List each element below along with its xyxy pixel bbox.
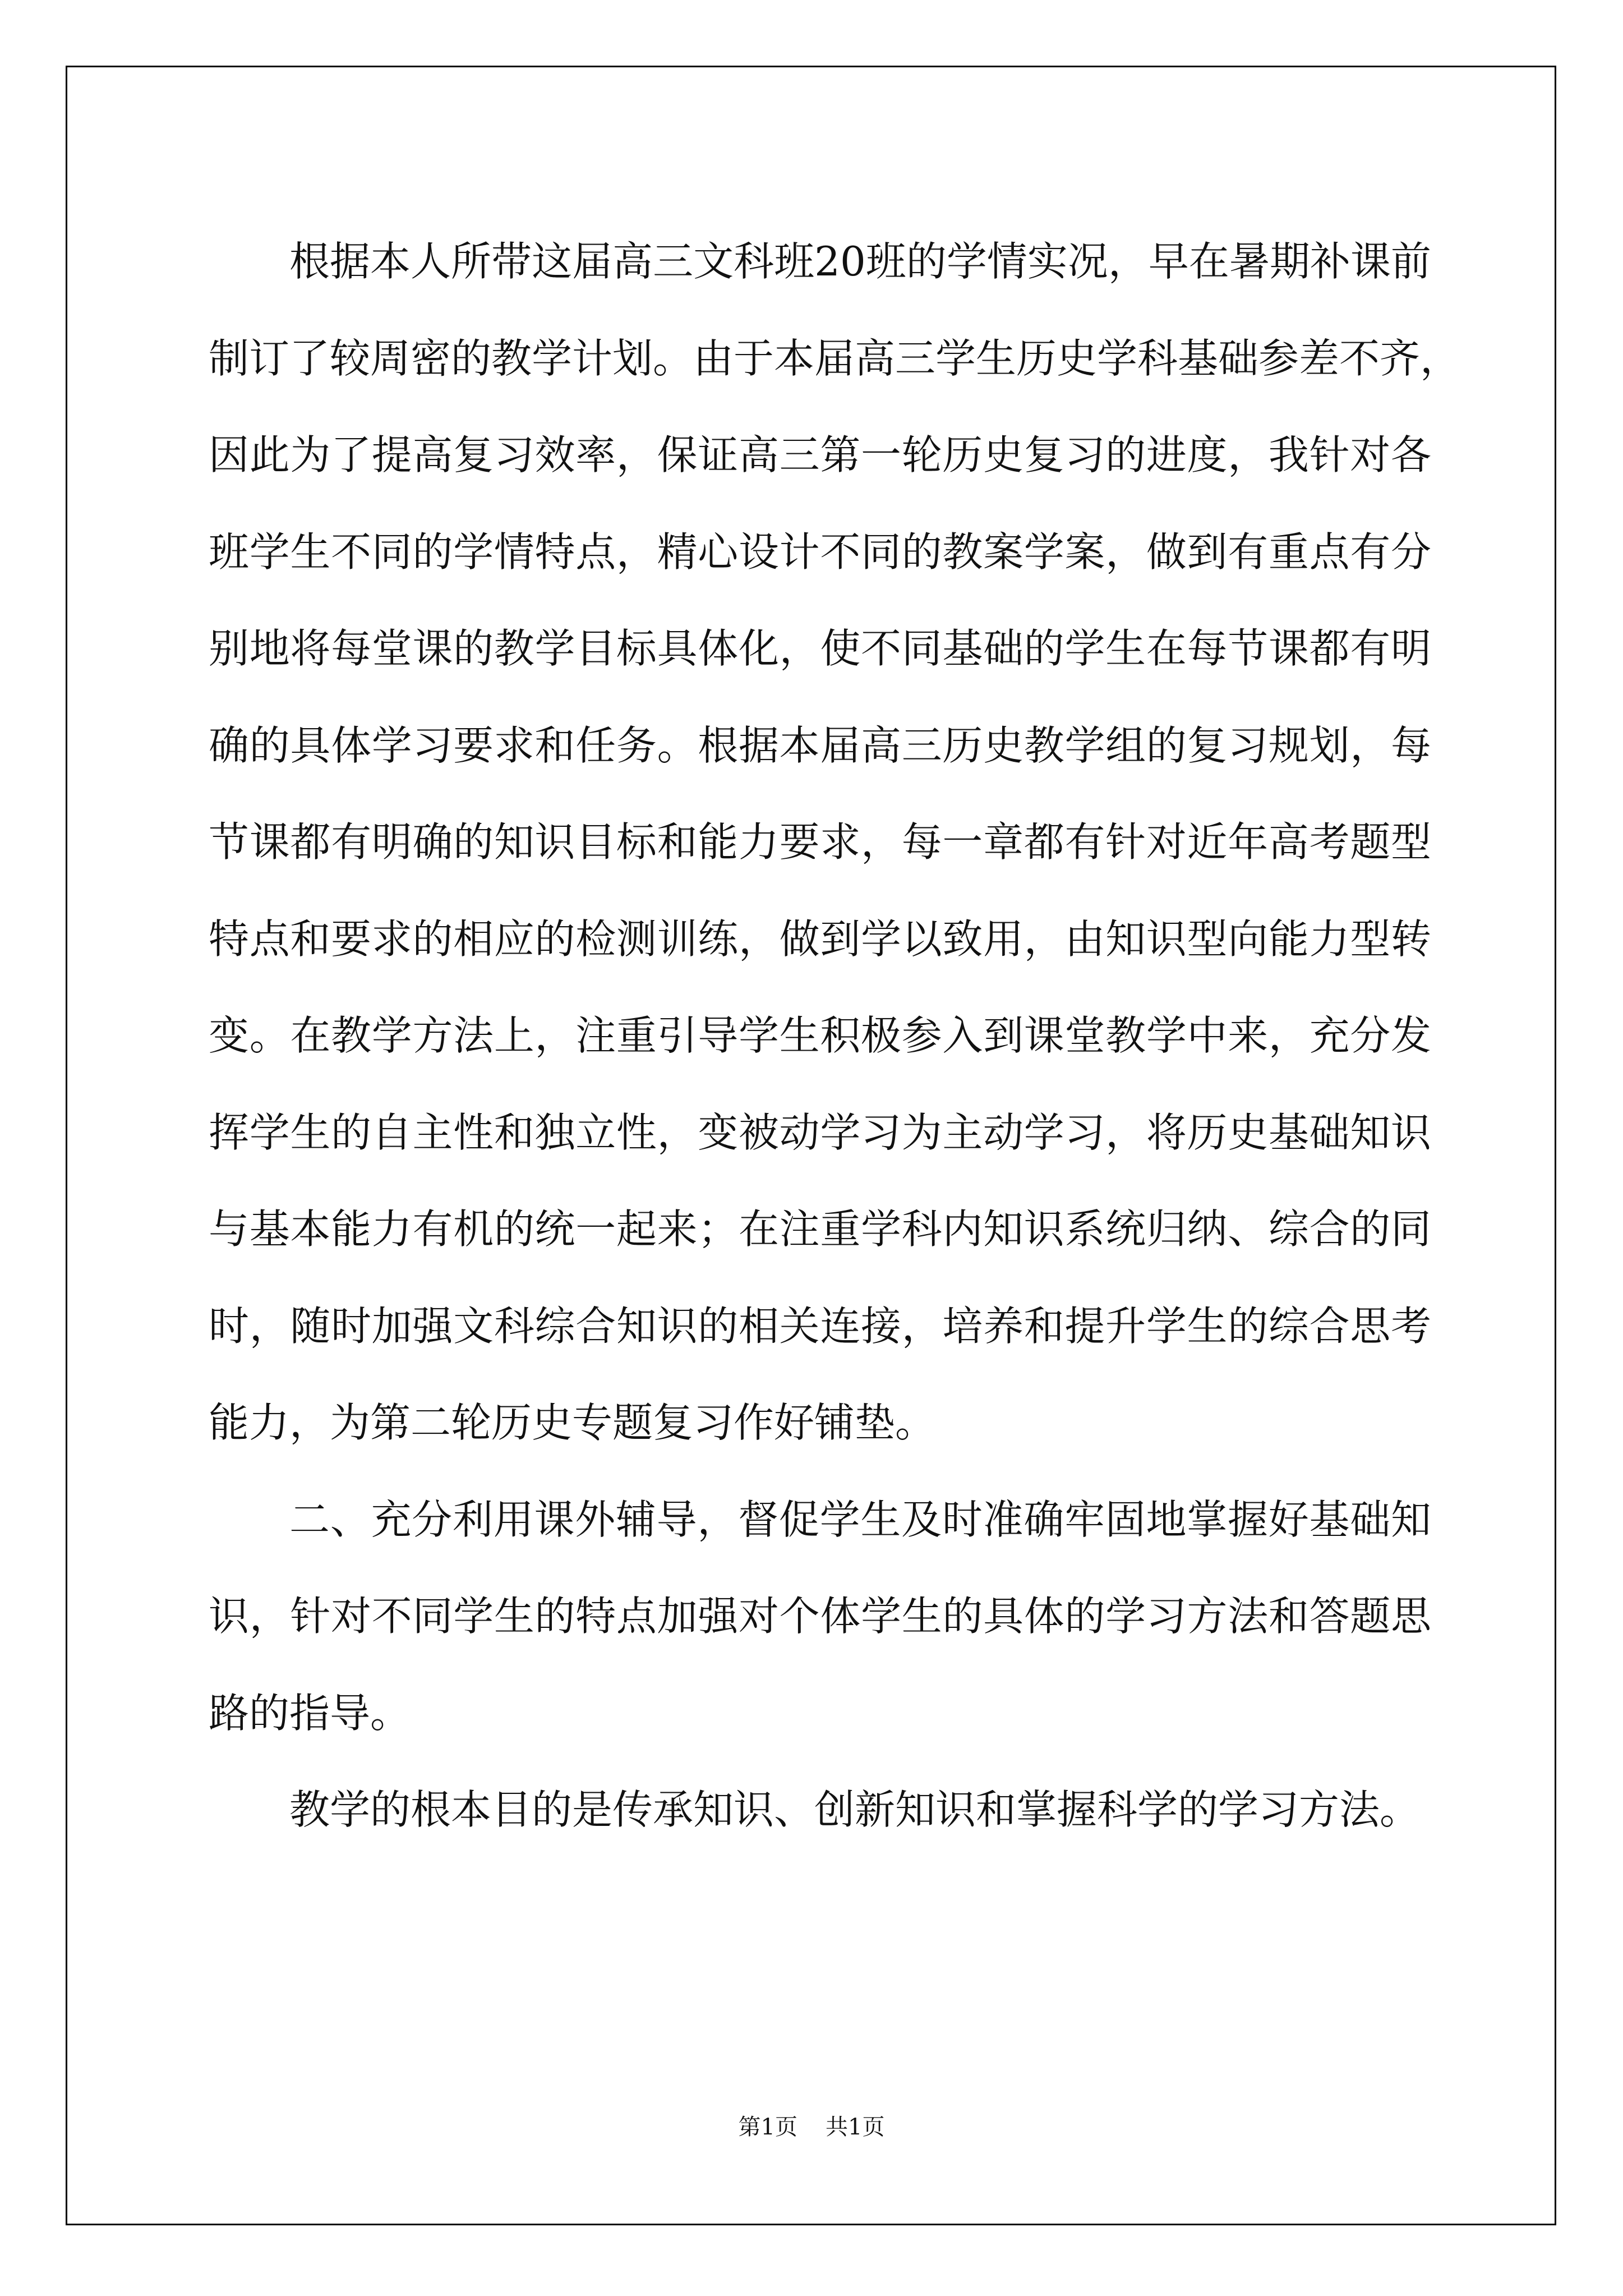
page-number-total: 共1页 bbox=[826, 2114, 885, 2140]
document-body bbox=[209, 213, 1461, 1858]
text-line: 识，针对不同学生的特点加强对个体学生的具体的学习方法和答题思 bbox=[209, 1593, 1431, 1640]
text-line: 确的具体学习要求和任务。根据本届高三历史教学组的复习规划，每 bbox=[209, 721, 1431, 769]
page-footer bbox=[0, 2109, 1623, 2141]
text-line: 特点和要求的相应的检测训练，做到学以致用，由知识型向能力型转 bbox=[209, 915, 1431, 963]
text-line: 根据本人所带这届高三文科班20班的学情实况，早在暑期补课前 bbox=[289, 238, 1431, 285]
text-line: 路的指导。 bbox=[209, 1689, 411, 1737]
text-line: 二、充分利用课外辅导，督促学生及时准确牢固地掌握好基础知 bbox=[289, 1496, 1431, 1543]
text-line: 与基本能力有机的统一起来；在注重学科内知识系统归纳、综合的同 bbox=[209, 1205, 1431, 1253]
text-line: 时，随时加强文科综合知识的相关连接，培养和提升学生的综合思考 bbox=[209, 1302, 1431, 1350]
page-number-current: 第1页 bbox=[738, 2114, 797, 2140]
paragraph-1 bbox=[209, 213, 1461, 1471]
text-line: 变。在教学方法上，注重引导学生积极参入到课堂教学中来，充分发 bbox=[209, 1012, 1431, 1059]
text-line: 因此为了提高复习效率，保证高三第一轮历史复习的进度，我针对各 bbox=[209, 431, 1431, 478]
text-line: 挥学生的自主性和独立性，变被动学习为主动学习，将历史基础知识 bbox=[209, 1108, 1431, 1156]
text-line: 班学生不同的学情特点，精心设计不同的教案学案，做到有重点有分 bbox=[209, 528, 1431, 576]
text-line: 教学的根本目的是传承知识、创新知识和掌握科学的学习方法。 bbox=[289, 1786, 1421, 1833]
text-line: 制订了较周密的教学计划。由于本届高三学生历史学科基础参差不齐， bbox=[209, 334, 1461, 382]
text-line: 能力，为第二轮历史专题复习作好铺垫。 bbox=[209, 1399, 936, 1446]
text-line: 别地将每堂课的教学目标具体化，使不同基础的学生在每节课都有明 bbox=[209, 625, 1431, 672]
paragraph-3 bbox=[209, 1761, 1431, 1858]
text-line: 节课都有明确的知识目标和能力要求，每一章都有针对近年高考题型 bbox=[209, 818, 1431, 866]
paragraph-2 bbox=[209, 1471, 1431, 1762]
